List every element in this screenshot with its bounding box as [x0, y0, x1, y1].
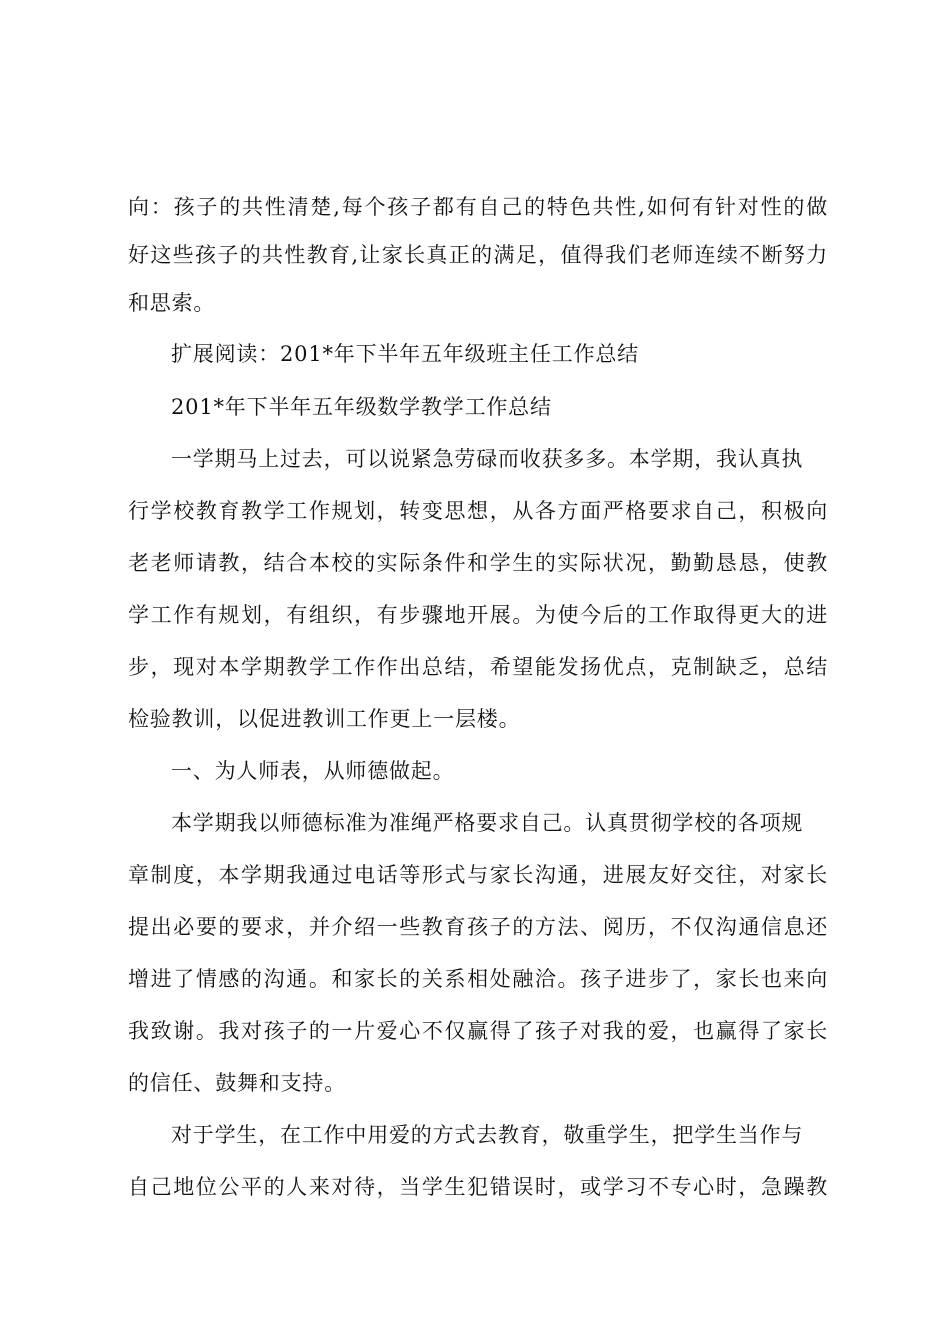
text-line: 增进了情感的沟通。和家长的关系相处融洽。孩子进步了，家长也来向	[128, 967, 828, 991]
text-line: 行学校教育教学工作规划，转变思想，从各方面严格要求自己，积极向	[128, 499, 828, 523]
text-line: 向：孩子的共性清楚,每个孩子都有自己的特色共性,如何有针对性的做	[128, 195, 828, 219]
text-line: 章制度，本学期我通过电话等形式与家长沟通，进展友好交往，对家长	[128, 863, 828, 887]
text-line: 的信任、鼓舞和支持。	[128, 1071, 346, 1095]
section-title: 201*年下半年五年级数学教学工作总结	[171, 395, 552, 419]
text-line: 本学期我以师德标准为准绳严格要求自己。认真贯彻学校的各项规	[171, 811, 804, 835]
text-line: 提出必要的要求，并介绍一些教育孩子的方法、阅历，不仅沟通信息还	[128, 915, 828, 939]
text-line: 自己地位公平的人来对待，当学生犯错误时，或学习不专心时，急躁教	[128, 1175, 828, 1199]
extended-reading-line: 扩展阅读：201*年下半年五年级班主任工作总结	[171, 342, 639, 366]
text-line: 一学期马上过去，可以说紧急劳碌而收获多多。本学期，我认真执	[171, 447, 804, 471]
text-line: 我致谢。我对孩子的一片爱心不仅赢得了孩子对我的爱，也赢得了家长	[128, 1019, 828, 1043]
text-line: 老老师请教，结合本校的实际条件和学生的实际状况，勤勤恳恳，使教	[128, 551, 828, 575]
text-line: 和思索。	[128, 291, 216, 315]
text-line: 学工作有规划，有组织，有步骤地开展。为使今后的工作取得更大的进	[128, 603, 828, 627]
heading-line: 一、为人师表，从师德做起。	[171, 759, 455, 783]
text-line: 对于学生，在工作中用爱的方式去教育，敬重学生，把学生当作与	[171, 1123, 804, 1147]
text-line: 检验教训，以促进教训工作更上一层楼。	[128, 707, 521, 731]
text-line: 好这些孩子的共性教育,让家长真正的满足，值得我们老师连续不断努力	[128, 243, 828, 267]
text-line: 步，现对本学期教学工作作出总结，希望能发扬优点，克制缺乏，总结	[128, 655, 828, 679]
